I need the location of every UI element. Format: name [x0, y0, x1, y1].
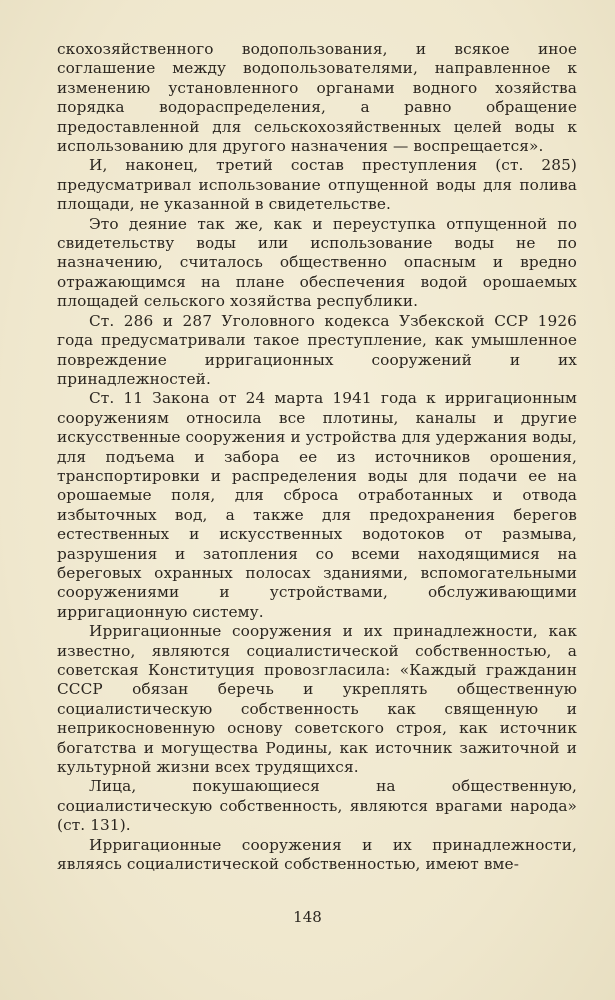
page-number: 148 — [293, 908, 322, 926]
paragraph-7: Лица, покушающиеся на общественную, социалистическую собственность, являются врагами народа» (ст. 131). — [57, 777, 577, 835]
paragraph-4: Ст. 286 и 287 Уголовного кодекса Узбекской ССР 1926 года предусматривали такое преступление, как умышленное повреждение ирригационных сооружений и их принадлежностей. — [57, 311, 577, 388]
paragraph-8: Ирригационные сооружения и их принадлежности, являясь социалистической собственностью, имеют вме- — [57, 835, 577, 874]
paragraph-3: Это деяние так же, как и переуступка отпущенной по свидетельству воды или использование воды не по назначению, считалось общественно опасным и вредно отражающимся на плане обеспечения водой орошаемых площадей сельского хозяйства республики. — [57, 214, 577, 311]
paragraph-5: Ст. 11 Закона от 24 марта 1941 года к ирригационным сооружениям относила все плотины, каналы и другие искусственные сооружения и устройства для удержания воды, для подъема и забора ее из источников орошения, транспортировки и распределения воды для подачи ее на орошаемые поля, для сброса отработанных и отвода избыточных вод, а также для предохранения берегов естественных и искусственных водотоков от размыва, разрушения и затопления со всеми находящимися на береговых охранных полосах зданиями, вспомогательными сооружениями и устройствами, обслуживающими ирригационную систему. — [57, 389, 577, 621]
paragraph-1: скохозяйственного водопользования, и всякое иное соглашение между водопользователями, направленное к изменению установленного органами водного хозяйства порядка водораспределения, а равно обращение предоставленной для сельскохозяйственных целей воды к использованию для другого назначения — воспрещается». — [57, 40, 577, 156]
body-text — [57, 40, 577, 874]
paragraph-2: И, наконец, третий состав преступления (ст. 285) предусматривал использование отпущенной воды для полива площади, не указанной в свидетельстве. — [57, 156, 577, 214]
paragraph-6: Ирригационные сооружения и их принадлежности, как известно, являются социалистической собственностью, а советская Конституция провозгласила: «Каждый гражданин СССР обязан беречь и укреплять общественную социалистическую собственность как священную и неприкосновенную основу советского строя, как источник богатства и могущества Родины, как источник зажиточной и культурной жизни всех трудящихся. — [57, 622, 577, 777]
